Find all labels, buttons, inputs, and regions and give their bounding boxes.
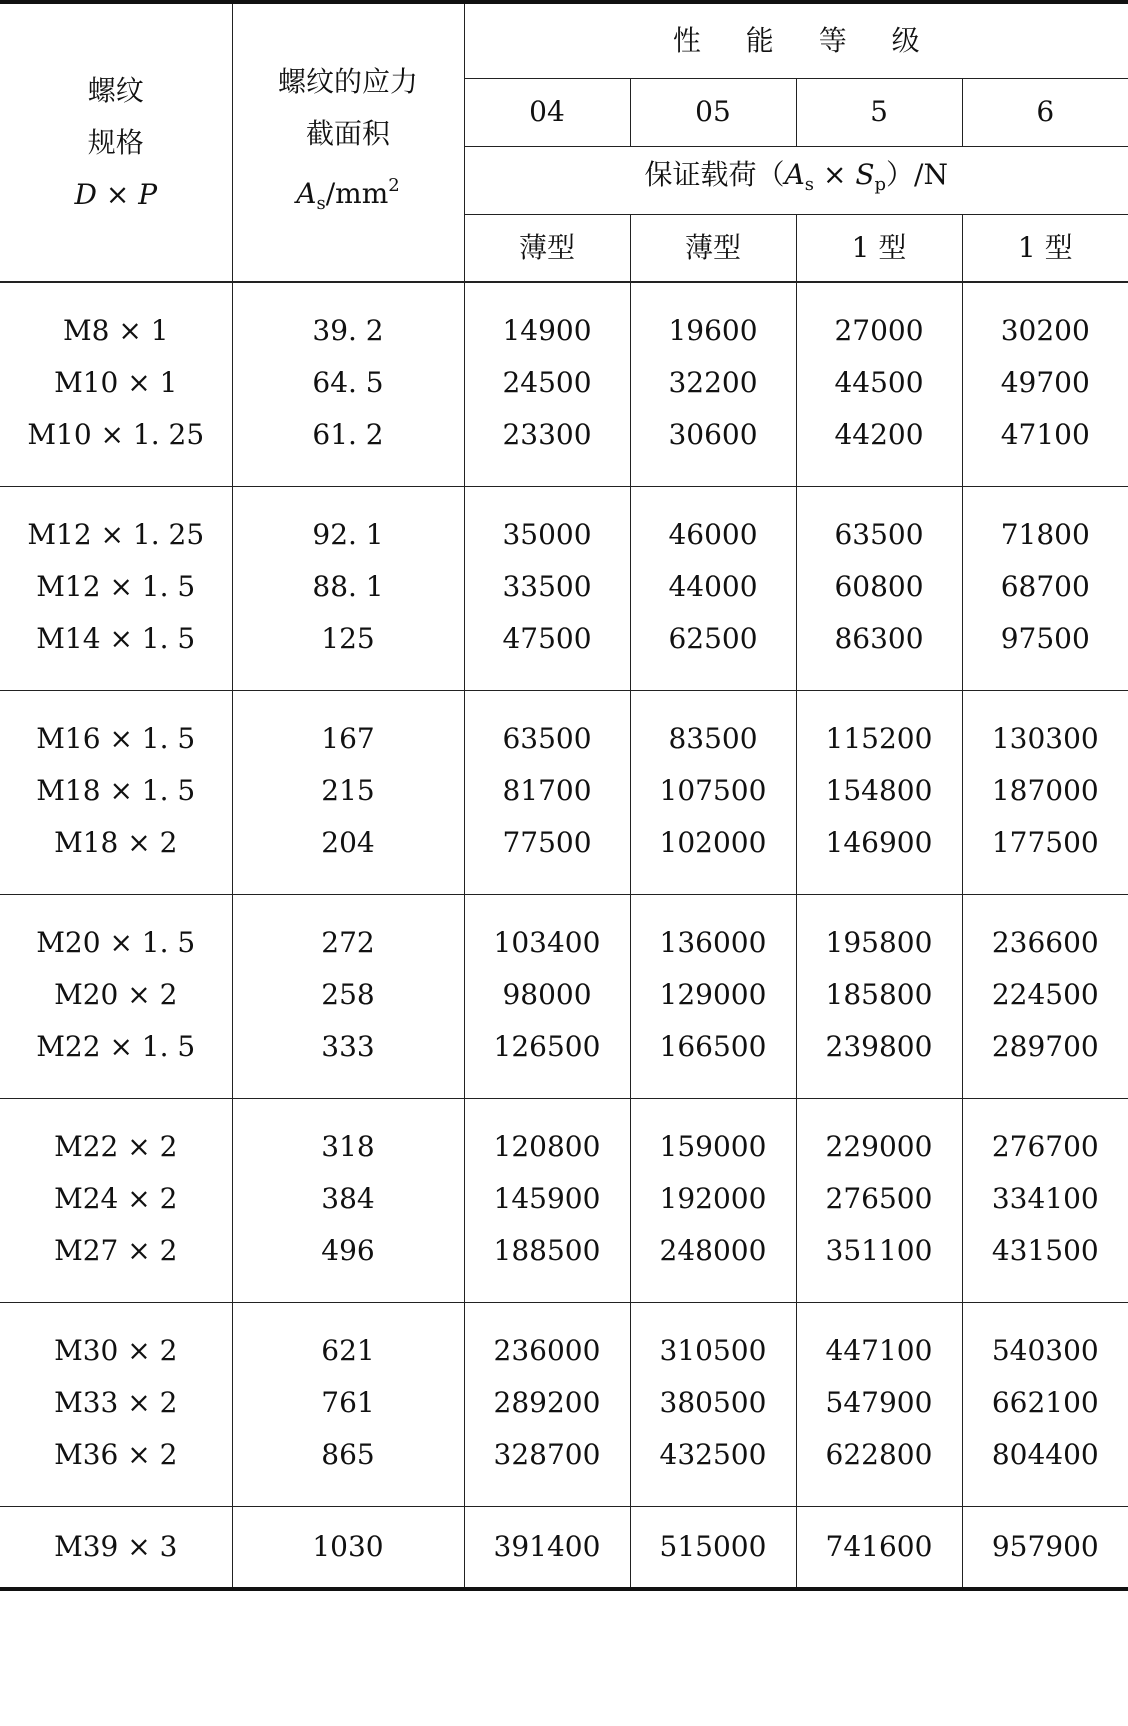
- load-05-cell: [630, 1098, 796, 1302]
- table-row-group-3: [0, 690, 1128, 894]
- load-value: 46000: [668, 518, 758, 551]
- load-value: 195800: [825, 926, 933, 959]
- area-value: 92. 1: [312, 518, 384, 551]
- spec-value: M10 × 1: [54, 366, 178, 400]
- header-thread-spec-line2: 规格: [87, 125, 144, 159]
- load-value: 431500: [991, 1234, 1099, 1267]
- load-value: 49700: [1000, 366, 1090, 400]
- formula-unit: /mm: [325, 176, 389, 210]
- proof-load-times: ×: [814, 158, 856, 191]
- area-value: 61. 2: [312, 418, 384, 452]
- formula-p: P: [138, 177, 158, 211]
- load-value: 229000: [825, 1130, 933, 1163]
- load-value: 68700: [1000, 570, 1090, 603]
- table-row-group-6: [0, 1302, 1128, 1506]
- load-value: 44000: [668, 570, 758, 603]
- load-value: 129000: [659, 978, 767, 1011]
- load-value: 177500: [991, 826, 1099, 859]
- formula-times: ×: [105, 177, 130, 211]
- header-grade-5: 5: [796, 78, 962, 146]
- load-value: 81700: [502, 774, 592, 807]
- header-grade-05: 05: [630, 78, 796, 146]
- area-value: 258: [321, 978, 375, 1011]
- load-value: 159000: [659, 1130, 767, 1163]
- load-value: 30600: [668, 418, 758, 452]
- load-value: 47500: [502, 622, 592, 655]
- load-value: 380500: [659, 1386, 767, 1419]
- area-value: 496: [321, 1234, 375, 1267]
- header-type-04: 薄型: [464, 214, 630, 282]
- load-6-cell: [962, 690, 1128, 894]
- load-value: 224500: [991, 978, 1099, 1011]
- load-value: 515000: [630, 1506, 796, 1589]
- load-value: 236000: [493, 1334, 601, 1367]
- area-value: 215: [321, 774, 375, 807]
- spec-value: M30 × 2: [54, 1334, 178, 1367]
- area-value: 88. 1: [312, 570, 384, 603]
- load-value: 662100: [991, 1386, 1099, 1419]
- load-05-cell: [630, 690, 796, 894]
- load-5-cell: [796, 486, 962, 690]
- spec-value: M27 × 2: [54, 1234, 178, 1267]
- area-value: 167: [321, 722, 375, 755]
- load-value: 187000: [991, 774, 1099, 807]
- table-row-group-2: [0, 486, 1128, 690]
- load-value: 98000: [502, 978, 592, 1011]
- load-value: 30200: [1000, 314, 1090, 348]
- load-value: 447100: [825, 1334, 933, 1367]
- header-grade-04: 04: [464, 78, 630, 146]
- area-value: 318: [321, 1130, 375, 1163]
- spec-cell: [0, 1098, 232, 1302]
- load-value: 166500: [659, 1030, 767, 1063]
- load-value: 334100: [991, 1182, 1099, 1215]
- table-row-group-5: [0, 1098, 1128, 1302]
- table-row-last: [0, 1506, 1128, 1589]
- load-value: 60800: [834, 570, 924, 603]
- spec-cell: [0, 486, 232, 690]
- load-value: 44200: [834, 418, 924, 452]
- load-value: 14900: [502, 314, 592, 348]
- load-value: 71800: [1000, 518, 1090, 551]
- proof-load-prefix: 保证载荷（: [644, 158, 785, 191]
- area-value: 761: [321, 1386, 375, 1419]
- load-04-cell: [464, 486, 630, 690]
- load-05-cell: [630, 894, 796, 1098]
- load-value: 741600: [796, 1506, 962, 1589]
- load-value: 62500: [668, 622, 758, 655]
- load-value: 804400: [991, 1438, 1099, 1471]
- load-04-cell: [464, 282, 630, 486]
- load-value: 83500: [668, 722, 758, 755]
- area-cell: [232, 1302, 464, 1506]
- spec-value: M10 × 1. 25: [27, 418, 205, 452]
- spec-value: M14 × 1. 5: [36, 622, 196, 655]
- formula-unit-sup: 2: [388, 174, 400, 196]
- formula-d: D: [74, 177, 97, 211]
- header-thread-spec-formula: [0, 169, 232, 221]
- load-value: 103400: [493, 926, 601, 959]
- area-value: 1030: [232, 1506, 464, 1589]
- load-value: 351100: [825, 1234, 933, 1267]
- spec-value: M36 × 2: [54, 1438, 178, 1471]
- spec-value: M33 × 2: [54, 1386, 178, 1419]
- load-value: 120800: [493, 1130, 601, 1163]
- load-value: 391400: [464, 1506, 630, 1589]
- load-value: 136000: [659, 926, 767, 959]
- load-value: 192000: [659, 1182, 767, 1215]
- proof-load-s-sub: p: [874, 174, 887, 195]
- load-value: 146900: [825, 826, 933, 859]
- load-value: 115200: [825, 722, 933, 755]
- spec-value: M12 × 1. 25: [27, 518, 205, 551]
- load-value: 328700: [493, 1438, 601, 1471]
- load-value: 289200: [493, 1386, 601, 1419]
- spec-value: M18 × 2: [54, 826, 178, 859]
- load-value: 35000: [502, 518, 592, 551]
- load-6-cell: [962, 1098, 1128, 1302]
- area-cell: [232, 486, 464, 690]
- load-05-cell: [630, 282, 796, 486]
- header-thread-spec: [0, 2, 232, 282]
- header-stress-area: [232, 2, 464, 282]
- area-cell: [232, 894, 464, 1098]
- load-value: 185800: [825, 978, 933, 1011]
- spec-value: M22 × 1. 5: [36, 1030, 196, 1063]
- load-6-cell: [962, 1302, 1128, 1506]
- formula-a: A: [296, 176, 317, 210]
- area-value: 204: [321, 826, 375, 859]
- proof-load-s: S: [855, 158, 875, 191]
- proof-load-suffix: ）/N: [886, 158, 948, 191]
- area-value: 272: [321, 926, 375, 959]
- load-value: 97500: [1000, 622, 1090, 655]
- header-proof-load: [464, 146, 1128, 214]
- header-type-6: 1 型: [962, 214, 1128, 282]
- area-value: 333: [321, 1030, 375, 1063]
- load-04-cell: [464, 690, 630, 894]
- spec-value: M18 × 1. 5: [36, 774, 196, 807]
- load-value: 957900: [962, 1506, 1128, 1589]
- load-5-cell: [796, 1098, 962, 1302]
- spec-value: M20 × 2: [54, 978, 178, 1011]
- load-value: 130300: [991, 722, 1099, 755]
- load-value: 432500: [659, 1438, 767, 1471]
- spec-cell: [0, 282, 232, 486]
- spec-value: M24 × 2: [54, 1182, 178, 1215]
- spec-cell: [0, 1302, 232, 1506]
- header-grade-title: [464, 2, 1128, 78]
- load-value: 86300: [834, 622, 924, 655]
- load-value: 145900: [493, 1182, 601, 1215]
- header-type-05: 薄型: [630, 214, 796, 282]
- spec-cell: [0, 894, 232, 1098]
- load-05-cell: [630, 1302, 796, 1506]
- load-04-cell: [464, 1302, 630, 1506]
- area-cell: [232, 690, 464, 894]
- area-value: 384: [321, 1182, 375, 1215]
- area-value: 621: [321, 1334, 375, 1367]
- area-cell: [232, 282, 464, 486]
- load-value: 540300: [991, 1334, 1099, 1367]
- load-05-cell: [630, 486, 796, 690]
- header-grade-6: 6: [962, 78, 1128, 146]
- header-thread-spec-line1: 螺纹: [87, 73, 144, 107]
- load-value: 23300: [502, 418, 592, 452]
- spec-value: M8 × 1: [62, 314, 169, 348]
- load-value: 276500: [825, 1182, 933, 1215]
- load-value: 102000: [659, 826, 767, 859]
- spec-value: M12 × 1. 5: [36, 570, 196, 603]
- load-value: 63500: [834, 518, 924, 551]
- area-value: 125: [321, 622, 375, 655]
- load-value: 33500: [502, 570, 592, 603]
- load-value: 547900: [825, 1386, 933, 1419]
- spec-value: M39 × 3: [0, 1506, 232, 1589]
- load-5-cell: [796, 1302, 962, 1506]
- header-type-5: 1 型: [796, 214, 962, 282]
- area-value: 865: [321, 1438, 375, 1471]
- load-value: 27000: [834, 314, 924, 348]
- load-value: 24500: [502, 366, 592, 400]
- grade-title-text: 性 能 等 级: [672, 23, 938, 57]
- load-04-cell: [464, 1098, 630, 1302]
- spec-value: M22 × 2: [54, 1130, 178, 1163]
- load-6-cell: [962, 486, 1128, 690]
- formula-a-sub: s: [316, 192, 326, 214]
- proof-load-a: A: [784, 158, 805, 191]
- load-value: 77500: [502, 826, 592, 859]
- load-04-cell: [464, 894, 630, 1098]
- load-value: 289700: [991, 1030, 1099, 1063]
- load-value: 126500: [493, 1030, 601, 1063]
- spec-value: M20 × 1. 5: [36, 926, 196, 959]
- load-6-cell: [962, 894, 1128, 1098]
- load-6-cell: [962, 282, 1128, 486]
- spec-value: M16 × 1. 5: [36, 722, 196, 755]
- area-value: 39. 2: [312, 314, 384, 348]
- load-value: 310500: [659, 1334, 767, 1367]
- load-value: 188500: [493, 1234, 601, 1267]
- header-stress-area-line2: 截面积: [305, 116, 390, 150]
- load-value: 107500: [659, 774, 767, 807]
- load-5-cell: [796, 690, 962, 894]
- load-value: 154800: [825, 774, 933, 807]
- load-value: 32200: [668, 366, 758, 400]
- load-value: 236600: [991, 926, 1099, 959]
- load-value: 239800: [825, 1030, 933, 1063]
- table-row-group-1: [0, 282, 1128, 486]
- load-value: 44500: [834, 366, 924, 400]
- load-value: 63500: [502, 722, 592, 755]
- load-value: 248000: [659, 1234, 767, 1267]
- load-value: 622800: [825, 1438, 933, 1471]
- header-stress-area-line1: 螺纹的应力: [277, 64, 418, 98]
- load-value: 276700: [991, 1130, 1099, 1163]
- load-value: 47100: [1000, 418, 1090, 452]
- area-cell: [232, 1098, 464, 1302]
- proof-load-a-sub: s: [804, 174, 815, 195]
- area-value: 64. 5: [312, 366, 384, 400]
- header-stress-area-formula: [233, 160, 464, 230]
- load-5-cell: [796, 894, 962, 1098]
- load-5-cell: [796, 282, 962, 486]
- table-row-group-4: [0, 894, 1128, 1098]
- spec-cell: [0, 690, 232, 894]
- load-value: 19600: [668, 314, 758, 348]
